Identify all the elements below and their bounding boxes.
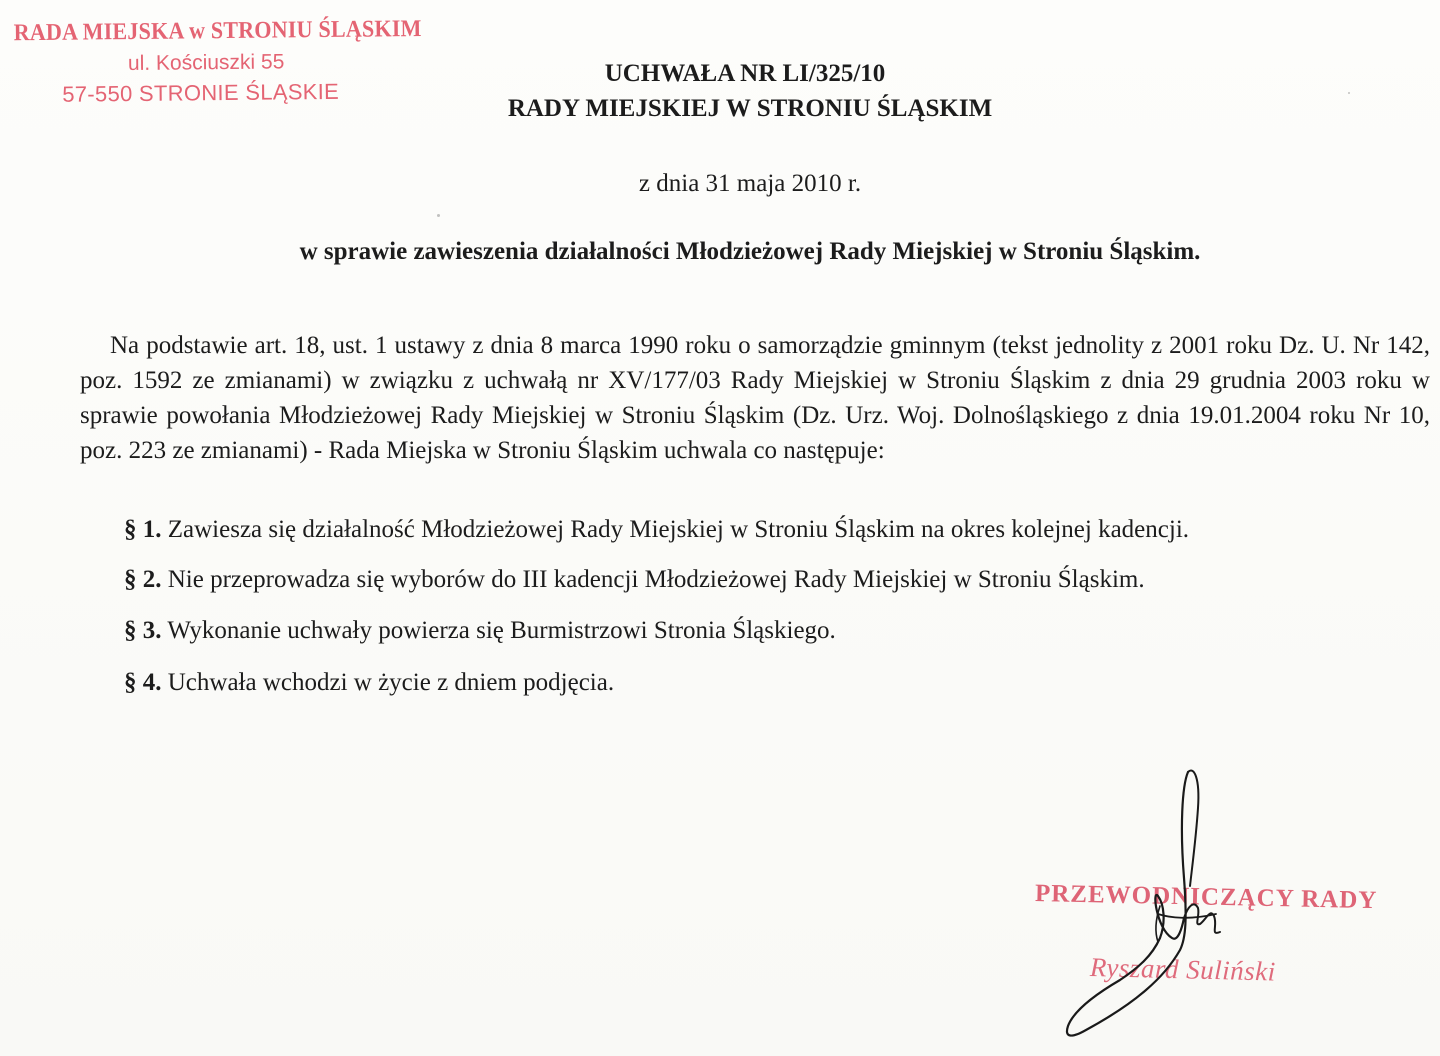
resolution-date: z dnia 31 maja 2010 r. [638,170,862,197]
stamp-council-name: RADA MIEJSKA w STRONIU ŚLĄSKIM [13,15,422,47]
section-number: § 4. [124,669,162,696]
legal-basis-paragraph: Na podstawie art. 18, ust. 1 ustawy z dnia 8 marca 1990 roku o samorządzie gminnym (tekst jednolity z 2001 roku Dz. U. Nr 142, poz. 1592 ze zmianami) w związku z uchwałą nr XV/177/03 Rady Miejskiej w Stroniu Śląskim z dnia 29 grudnia 2003 roku w sprawie powołania Młodzieżowej Rady Miejskiej w Stroniu Śląskim (Dz. Urz. Woj. Dolnośląskiego z dnia 19.01.2004 roku Nr 10, poz. 223 ze zmianami) - Rada Miejska w Stroniu Śląskim uchwala co następuje: [80,332,1430,464]
resolution-number: UCHWAŁA NR LI/325/10 [604,60,886,87]
section-number: § 1. [124,516,162,543]
resolution-issuer: RADY MIEJSKIEJ W STRONIU ŚLĄSKIM [507,95,993,122]
section-text: Uchwała wchodzi w życie z dniem podjęcia. [167,669,615,696]
section-text: Nie przeprowadza się wyborów do III kadencji Młodzieżowej Rady Miejskiej w Stroniu Śląskim. [167,566,1145,593]
section-text: Wykonanie uchwały powierza się Burmistrzowi Stronia Śląskiego. [167,617,836,644]
stamp-street: ul. Kościuszki 55 [127,50,285,76]
resolution-subject: w sprawie zawieszenia działalności Młodzieżowej Rady Miejskiej w Stroniu Śląskim. [299,238,1201,265]
section-text: Zawiesza się działalność Młodzieżowej Rady Miejskiej w Stroniu Śląskim na okres kolejnej kadencji. [167,516,1190,543]
section-number: § 3. [124,617,162,644]
scan-speck [437,214,440,217]
section-4 [124,669,614,697]
section-1 [124,516,1189,544]
section-2 [124,566,1145,594]
chairman-stamp-name: Ryszard Suliński [1089,952,1277,987]
stamp-city: 57-550 STRONIE ŚLĄSKIE [62,78,340,107]
section-number: § 2. [124,566,162,593]
section-3 [124,617,836,645]
scan-speck [1348,92,1350,94]
chairman-stamp-title: PRZEWODNICZĄCY RADY [1034,880,1378,915]
handwritten-signature [1060,768,1260,1048]
